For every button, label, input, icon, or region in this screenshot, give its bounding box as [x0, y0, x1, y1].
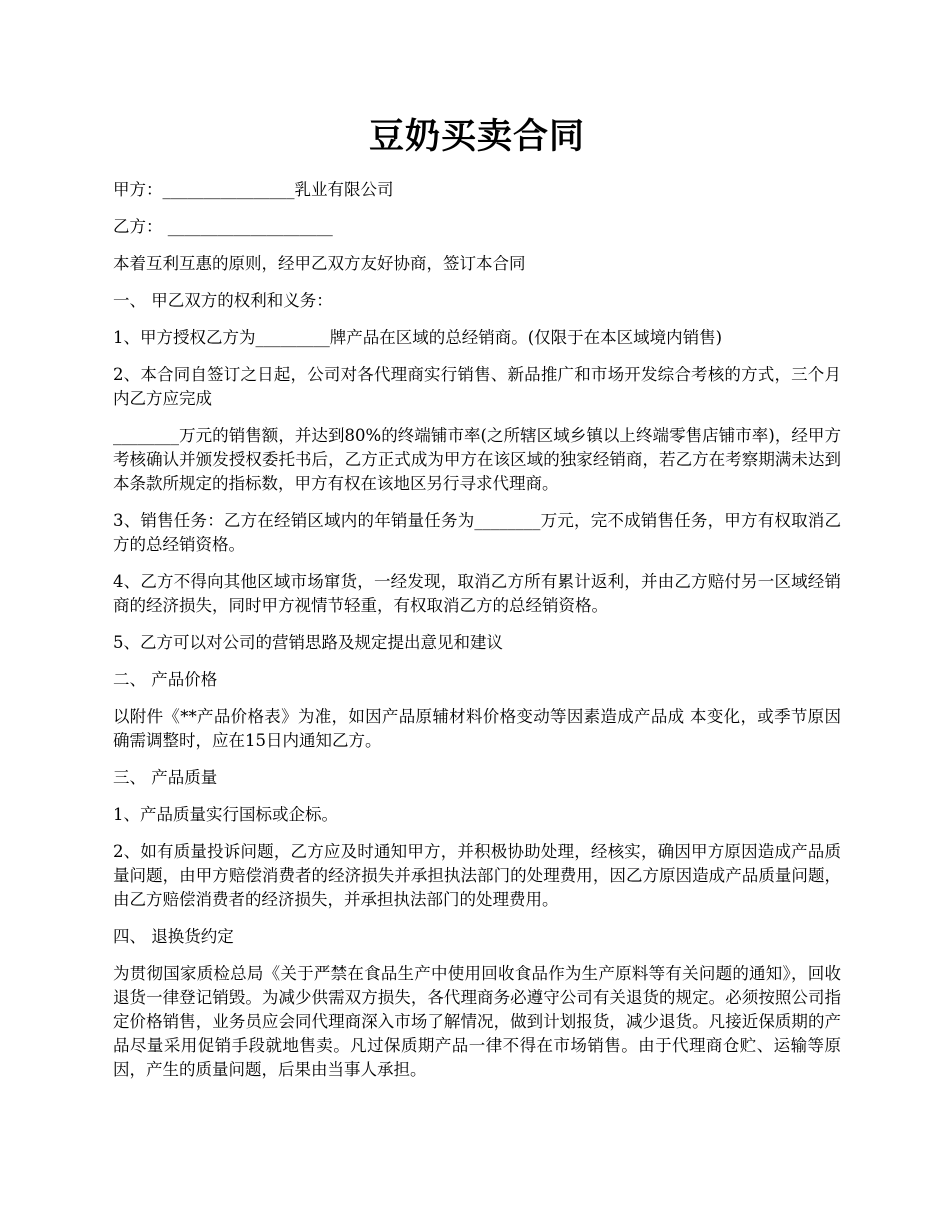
section-heading-quality: 三、 产品质量: [113, 768, 218, 787]
clause-1-2: 2、本合同自签订之日起，公司对各代理商实行销售、新品推广和市场开发综合考核的方式，三个月内乙方应完成: [113, 365, 841, 408]
clause-1-3: 3、销售任务：乙方在经销区域内的年销量任务为________万元，完不成销售任务，甲方有权取消乙方的总经销资格。: [113, 511, 841, 554]
clause-1-2-continued: ________万元的销售额，并达到80%的终端铺市率(之所辖区域乡镇以上终端零售店铺市率)，经甲方考核确认并颁发授权委托书后，乙方正式成为甲方在该区域的独家经销商，若乙方在考察期满未达到本条款所规定的指标数，甲方有权在该地区另行寻求代理商。: [113, 426, 841, 493]
section-heading-price: 二、 产品价格: [113, 670, 218, 689]
clause-1-1: 1、甲方授权乙方为_________牌产品在区域的总经销商。(仅限于在本区域境内销售): [113, 328, 723, 347]
clause-1-5: 5、乙方可以对公司的营销思路及规定提出意见和建议: [113, 633, 503, 652]
section-heading-returns: 四、 退换货约定: [113, 927, 234, 946]
party-a-line: 甲方：________________乳业有限公司: [113, 180, 394, 199]
section-heading-rights: 一、 甲乙双方的权利和义务：: [113, 291, 333, 310]
party-b-line: 乙方： ____________________: [113, 217, 333, 236]
document-title: 豆奶买卖合同: [368, 116, 585, 157]
returns-clause: 为贯彻国家质检总局《关于严禁在食品生产中使用回收食品作为生产原料等有关问题的通知》，回收退货一律登记销毁。为减少供需双方损失，各代理商务必遵守公司有关退货的规定。必须按照公司指定价格销售，业务员应会同代理商深入市场了解情况，做到计划报货，减少退货。凡接近保质期的产品尽量采用促销手段就地售卖。凡过保质期产品一律不得在市场销售。由于代理商仓贮、运输等原因，产生的质量问题，后果由当事人承担。: [113, 964, 841, 1079]
clause-1-4: 4、乙方不得向其他区域市场窜货，一经发现，取消乙方所有累计返利，并由乙方赔付另一区域经销商的经济损失，同时甲方视情节轻重，有权取消乙方的总经销资格。: [113, 572, 841, 615]
quality-clause-1: 1、产品质量实行国标或企标。: [113, 805, 338, 824]
quality-clause-2: 2、如有质量投诉问题，乙方应及时通知甲方，并积极协助处理，经核实，确因甲方原因造成产品质量问题，由甲方赔偿消费者的经济损失并承担执法部门的处理费用，因乙方原因造成产品质量问题，由乙方赔偿消费者的经济损失，并承担执法部门的处理费用。: [113, 842, 841, 909]
preamble: 本着互利互惠的原则，经甲乙双方友好协商，签订本合同: [113, 254, 526, 273]
document-body: [113, 178, 841, 1095]
price-clause: 以附件《**产品价格表》为准，如因产品原辅材料价格变动等因素造成产品成 本变化，或季节原因确需调整时，应在15日内通知乙方。: [113, 707, 841, 750]
